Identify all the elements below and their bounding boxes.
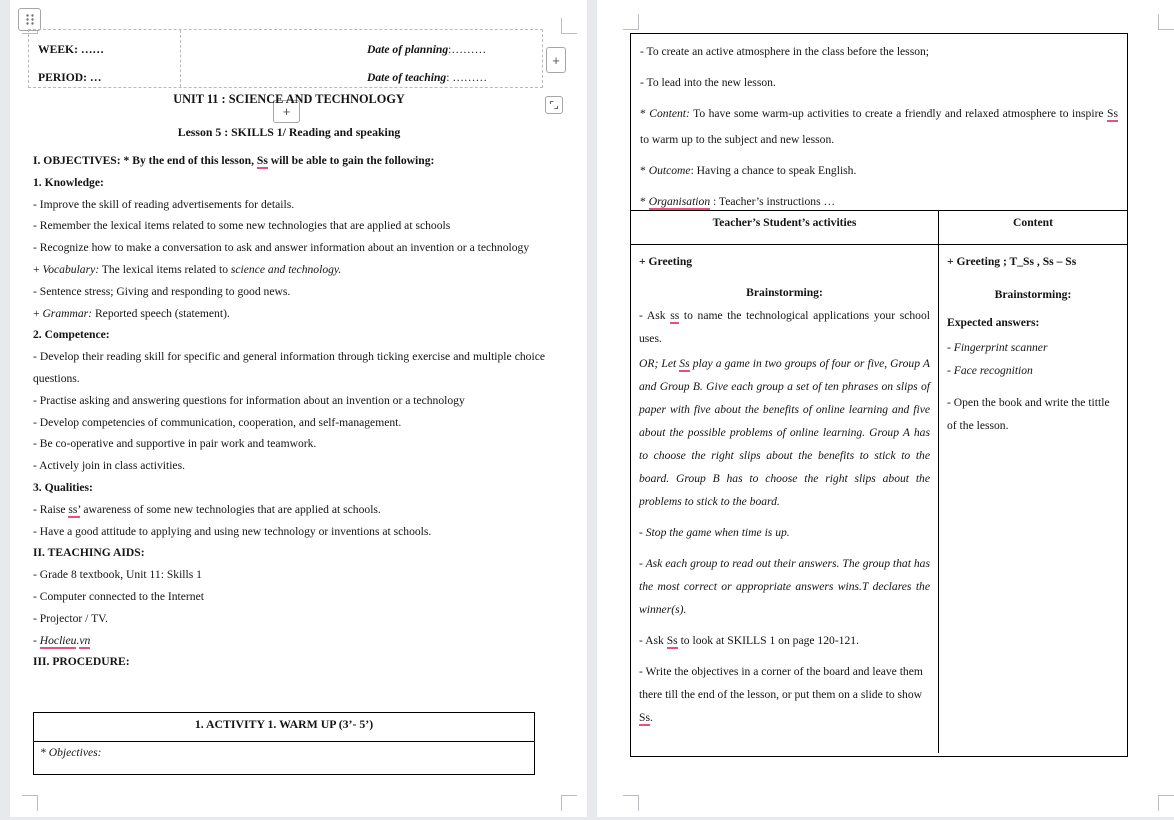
- document-page-left: [10, 0, 587, 817]
- greeting-interaction: + Greeting ; T_Ss , Ss – Ss: [947, 255, 1077, 268]
- procedure-table-header: [631, 211, 1127, 245]
- aids-item: - Projector / TV.: [33, 611, 108, 625]
- table-drag-handle-button[interactable]: [18, 8, 41, 31]
- procedure-heading: III. PROCEDURE:: [33, 655, 130, 669]
- competence-heading: 2. Competence:: [33, 328, 110, 342]
- activity-objectives-label: * Objectives:: [40, 746, 102, 759]
- grid-dots-icon: [24, 13, 36, 26]
- greeting-line: + Greeting: [639, 255, 693, 268]
- competence-item: - Practise asking and answering questions for information about an invention or a technology: [33, 393, 465, 407]
- open-book-line: - Open the book and write the tittle of the lesson.: [947, 396, 1110, 432]
- aids-website: - Hoclieu.vn: [33, 633, 91, 647]
- lesson-info-table: [28, 29, 543, 88]
- competence-item: - Develop competencies of communication, cooperation, and self-management.: [33, 415, 402, 429]
- warmup-objectives-cell: [631, 34, 1127, 211]
- unit-title: UNIT 11 : SCIENCE AND TECHNOLOGY: [173, 92, 405, 106]
- spellcheck-word: Ss: [679, 357, 690, 370]
- competence-item: - Be co-operative and supportive in pair work and teamwork.: [33, 437, 317, 451]
- qualities-item: - Raise ss’ awareness of some new technologies that are applied at schools.: [33, 502, 381, 516]
- spellcheck-word: Ss: [639, 711, 650, 724]
- objectives-heading: I. OBJECTIVES: * By the end of this lesson, Ss will be able to gain the following:: [33, 154, 435, 167]
- content-cell: [939, 245, 1127, 753]
- dates-cell: [181, 30, 542, 87]
- expected-answer-item: - Fingerprint scanner: [947, 341, 1048, 354]
- date-of-planning: Date of planning:………: [367, 43, 487, 56]
- write-objectives-line: - Write the objectives in a corner of the board and leave them there till the end of the lesson, or put them on a slide to show Ss.: [639, 665, 923, 724]
- spellcheck-word: ss’: [68, 502, 81, 516]
- knowledge-item: - Recognize how to make a conversation to ask and answer information about an invention or a technology: [33, 241, 530, 255]
- plus-icon: +: [552, 52, 560, 68]
- spellcheck-word: ss: [670, 309, 680, 322]
- content-line: * Content: To have some warm-up activities to create a friendly and relaxed atmosphere to inspire Ss to warm up to the subject and new lesson.: [640, 107, 1118, 146]
- knowledge-heading: 1. Knowledge:: [33, 175, 104, 189]
- grammar-line: + Grammar: Reported speech (statement).: [33, 306, 230, 320]
- margin-crop-mark-bottom-right: [561, 795, 577, 811]
- qualities-heading: 3. Qualities:: [33, 480, 93, 494]
- competence-item: - Develop their reading skill for specific and general information through ticking exercise and multiple choice questions.: [33, 350, 545, 385]
- date-of-teaching: Date of teaching: ………: [367, 71, 488, 84]
- margin-crop-mark-bottom-right: [1158, 795, 1174, 811]
- brainstorming-heading: Brainstorming:: [994, 288, 1072, 301]
- margin-crop-mark-top-left: [623, 14, 639, 30]
- activity-title: 1. ACTIVITY 1. WARM UP (3’- 5’): [34, 713, 534, 742]
- stop-game-line: - Stop the game when time is up.: [639, 526, 790, 539]
- objective-item: - To create an active atmosphere in the class before the lesson;: [640, 45, 930, 58]
- game-instructions: OR; Let Ss play a game in two groups of four or five, Group A and Group B. Give each group a set of ten phrases on slips of paper with five about the benefits of online learning and five about the possible problems of online learning. Group A has to choose the right slips about the benefits to stick to the board. Group B has to choose the right slips about the problems to stick to the board.: [639, 357, 930, 508]
- margin-crop-mark-top-right: [561, 18, 577, 34]
- teaching-aids-heading: II. TEACHING AIDS:: [33, 546, 145, 560]
- qualities-item: - Have a good attitude to applying and using new technology or inventions at schools.: [33, 524, 432, 538]
- spellcheck-word: Ss: [1107, 107, 1118, 120]
- outcome-line: * Outcome: Having a chance to speak English.: [640, 164, 857, 177]
- spellcheck-word: Ss: [256, 154, 268, 167]
- knowledge-item: - Improve the skill of reading advertisements for details.: [33, 197, 295, 211]
- activities-cell: [631, 245, 939, 753]
- content-column-header: Content: [1013, 216, 1053, 229]
- spellcheck-word: vn: [79, 633, 91, 647]
- procedure-table: [630, 33, 1128, 757]
- margin-crop-mark-bottom-left: [22, 795, 38, 811]
- objective-item: - To lead into the new lesson.: [640, 76, 776, 89]
- document-page-right: [597, 0, 1174, 817]
- spellcheck-word: Hoclieu: [39, 633, 77, 647]
- brainstorming-heading: Brainstorming:: [746, 286, 823, 299]
- procedure-table-body: [631, 245, 1127, 753]
- aids-item: - Computer connected to the Internet: [33, 589, 204, 603]
- insert-column-button[interactable]: [546, 47, 566, 73]
- week-period-cell: [29, 30, 181, 87]
- read-answers-line: - Ask each group to read out their answers. The group that has the most correct or appropriate answers wins.T declares the winner(s).: [639, 557, 930, 616]
- spellcheck-word: Ss: [666, 634, 678, 647]
- lesson-subtitle: Lesson 5 : SKILLS 1/ Reading and speaking: [177, 125, 401, 139]
- aids-item: - Grade 8 textbook, Unit 11: Skills 1: [33, 568, 202, 582]
- ask-line: - Ask ss to name the technological applications your school uses.: [639, 309, 930, 345]
- lesson-plan-body: [33, 150, 545, 673]
- expected-answers-heading: Expected answers:: [947, 316, 1040, 329]
- week-value: WEEK: ……: [38, 43, 105, 56]
- expected-answer-item: - Face recognition: [947, 364, 1033, 377]
- activities-column-header: Teacher’s Student’s activities: [631, 211, 939, 244]
- organisation-line: * Organisation : Teacher’s instructions …: [640, 195, 836, 208]
- corner-expand-icon: [548, 99, 560, 111]
- plus-icon: +: [282, 104, 291, 119]
- competence-item: - Actively join in class activities.: [33, 459, 185, 473]
- vocabulary-line: + Vocabulary: The lexical items related to science and technology.: [33, 262, 342, 276]
- knowledge-item: - Remember the lexical items related to some new technologies that are applied at schools: [33, 219, 451, 233]
- table-resize-button[interactable]: [545, 96, 563, 114]
- spellcheck-word: Organisation: [648, 195, 711, 208]
- knowledge-item: - Sentence stress; Giving and responding to good news.: [33, 284, 291, 298]
- period-value: PERIOD: …: [38, 71, 102, 84]
- margin-crop-mark-bottom-left: [623, 795, 639, 811]
- look-skills-line: - Ask Ss to look at SKILLS 1 on page 120-121.: [639, 634, 859, 647]
- margin-crop-mark-top-right: [1158, 14, 1174, 30]
- activity-warmup-table: [33, 712, 535, 775]
